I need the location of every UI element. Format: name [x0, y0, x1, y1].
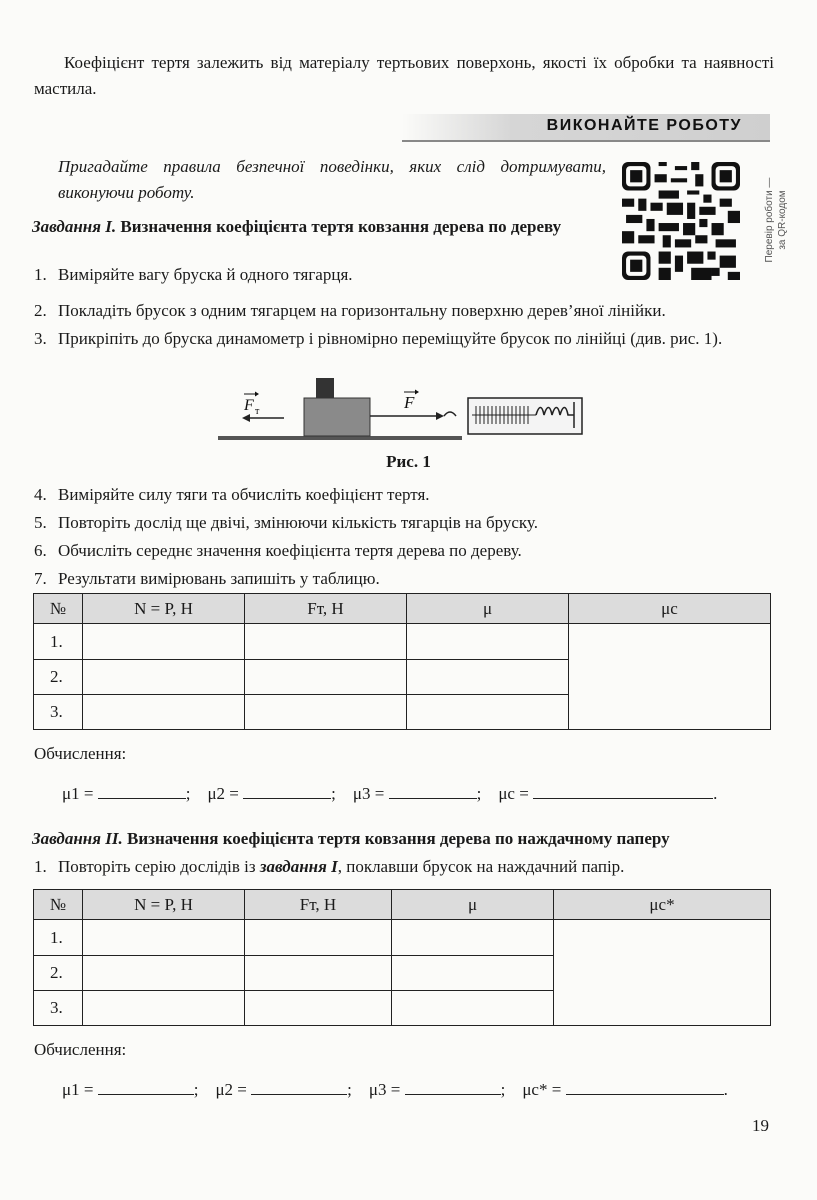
mu3-label: μ3 = — [368, 1080, 401, 1099]
table-cell-avg[interactable] — [569, 624, 771, 730]
step-text: Результати вимірювань запишіть у таблицю. — [58, 569, 380, 588]
col-header-no: № — [34, 594, 83, 624]
table-cell[interactable] — [392, 991, 554, 1026]
banner-label: ВИКОНАЙТЕ РОБОТУ — [546, 117, 742, 134]
table-cell[interactable] — [83, 624, 245, 660]
mu2-blank[interactable] — [243, 782, 331, 799]
task2-label: Завдання II. — [32, 829, 123, 848]
task1-heading — [32, 214, 608, 240]
mu1-blank[interactable] — [98, 782, 186, 799]
step-text: Виміряйте вагу бруска й одного тягарця. — [58, 265, 353, 284]
step-number: 2. — [34, 301, 47, 320]
mu2-blank[interactable] — [251, 1078, 347, 1095]
task1-step — [34, 566, 380, 592]
step-number: 7. — [34, 569, 47, 588]
step-number: 1. — [34, 265, 47, 284]
task2-heading — [32, 826, 782, 852]
friction-force-subscript: т — [255, 406, 260, 417]
friction-force-label: F — [244, 397, 254, 414]
mu-avg-blank[interactable] — [566, 1078, 724, 1095]
row-number: 2. — [34, 660, 83, 695]
step-number: 5. — [34, 513, 47, 532]
step-number: 1. — [34, 857, 47, 876]
task1-step — [34, 326, 770, 352]
task1-step — [34, 482, 430, 508]
table-cell[interactable] — [392, 956, 554, 991]
figure-1 — [218, 372, 588, 446]
col-header-mu: μ — [407, 594, 569, 624]
table-cell[interactable] — [245, 660, 407, 695]
step-number: 3. — [34, 329, 47, 348]
section-banner — [402, 114, 770, 142]
qr-code[interactable] — [622, 162, 740, 280]
qr-note — [748, 168, 804, 272]
qr-note-line2: за QR-кодом — [777, 190, 788, 250]
table-cell[interactable] — [83, 695, 245, 730]
task1-table — [33, 593, 771, 730]
calc-label: Обчислення: — [34, 744, 127, 763]
table-cell[interactable] — [245, 956, 392, 991]
mu2-label: μ2 = — [215, 1080, 247, 1099]
calc-line: μ1 = ; μ2 = ; μ3 = ; μс = . — [62, 784, 718, 803]
task1-step — [34, 262, 353, 288]
task1-step — [34, 298, 774, 324]
row-number: 3. — [34, 991, 83, 1026]
step-text: Обчисліть середнє значення коефіцієнта тертя дерева по дереву. — [58, 541, 522, 560]
task1-step — [34, 538, 522, 564]
qr-note-line1: Перевір роботи — — [764, 177, 775, 263]
task1-title: Визначення коефіцієнта тертя ковзання дерева по дереву — [120, 217, 562, 236]
table-cell[interactable] — [83, 660, 245, 695]
mu2-label: μ2 = — [207, 784, 239, 803]
task2-step — [34, 854, 774, 880]
mu3-label: μ3 = — [352, 784, 385, 803]
mu-avg-blank[interactable] — [533, 782, 713, 799]
qr-code-icon — [622, 162, 740, 280]
task1-step — [34, 510, 538, 536]
intro-paragraph: Коефіцієнт тертя залежить від матеріалу тертьових поверхонь, якості їх обробки та наявності мастила. — [34, 53, 774, 98]
col-header-mu-avg: μс* — [554, 890, 771, 920]
figure-caption: Рис. 1 — [386, 452, 431, 471]
table-cell[interactable] — [83, 956, 245, 991]
mu1-label: μ1 = — [62, 784, 94, 803]
mu-avg-label: μс* = — [522, 1080, 562, 1099]
step-text: Покладіть брусок з одним тягарцем на горизонтальну поверхню дерев’яної лінійки. — [58, 301, 666, 320]
table-cell-avg[interactable] — [554, 920, 771, 1026]
mu1-label: μ1 = — [62, 1080, 94, 1099]
task1-label: Завдання I. — [32, 217, 117, 236]
step-number: 4. — [34, 485, 47, 504]
row-number: 1. — [34, 920, 83, 956]
step-text-before: Повторіть серію дослідів із — [58, 857, 256, 876]
table-cell[interactable] — [83, 991, 245, 1026]
page-number: 19 — [752, 1116, 769, 1135]
calc-label: Обчислення: — [34, 1040, 127, 1059]
col-header-n: N = P, Н — [83, 890, 245, 920]
step-text-after: , поклавши брусок на наждачний папір. — [337, 857, 625, 876]
table-cell[interactable] — [407, 624, 569, 660]
table-cell[interactable] — [245, 624, 407, 660]
step-text: Прикріпіть до бруска динамометр і рівномірно переміщуйте брусок по лінійці (див. рис. 1). — [58, 329, 723, 348]
table-cell[interactable] — [245, 991, 392, 1026]
table-cell[interactable] — [407, 660, 569, 695]
step-text: Виміряйте силу тяги та обчисліть коефіцієнт тертя. — [58, 485, 430, 504]
step-number: 6. — [34, 541, 47, 560]
table-cell[interactable] — [245, 695, 407, 730]
col-header-mu: μ — [392, 890, 554, 920]
step-emphasis: завдання I — [259, 857, 338, 876]
row-number: 3. — [34, 695, 83, 730]
safety-reminder: Пригадайте правила безпечної поведінки, яких слід дотримувати, виконуючи роботу. — [58, 157, 606, 202]
step-text: Повторіть дослід ще двічі, змінюючи кількість тягарців на бруску. — [58, 513, 538, 532]
traction-force-label: F — [404, 393, 415, 412]
task2-table — [33, 889, 771, 1026]
col-header-ft: Fт, Н — [245, 594, 407, 624]
row-number: 2. — [34, 956, 83, 991]
table-cell[interactable] — [407, 695, 569, 730]
task2-title: Визначення коефіцієнта тертя ковзання дерева по наждачному паперу — [126, 829, 670, 848]
mu3-blank[interactable] — [389, 782, 477, 799]
row-number: 1. — [34, 624, 83, 660]
col-header-no: № — [34, 890, 83, 920]
table-cell[interactable] — [83, 920, 245, 956]
mu3-blank[interactable] — [405, 1078, 501, 1095]
calc-line: μ1 = ; μ2 = ; μ3 = ; μс* = . — [62, 1080, 728, 1099]
col-header-mu-avg: μс — [569, 594, 771, 624]
col-header-ft: Fт, Н — [245, 890, 392, 920]
table-cell[interactable] — [392, 920, 554, 956]
mu1-blank[interactable] — [98, 1078, 194, 1095]
col-header-n: N = P, Н — [83, 594, 245, 624]
table-cell[interactable] — [245, 920, 392, 956]
mu-avg-label: μс = — [498, 784, 529, 803]
